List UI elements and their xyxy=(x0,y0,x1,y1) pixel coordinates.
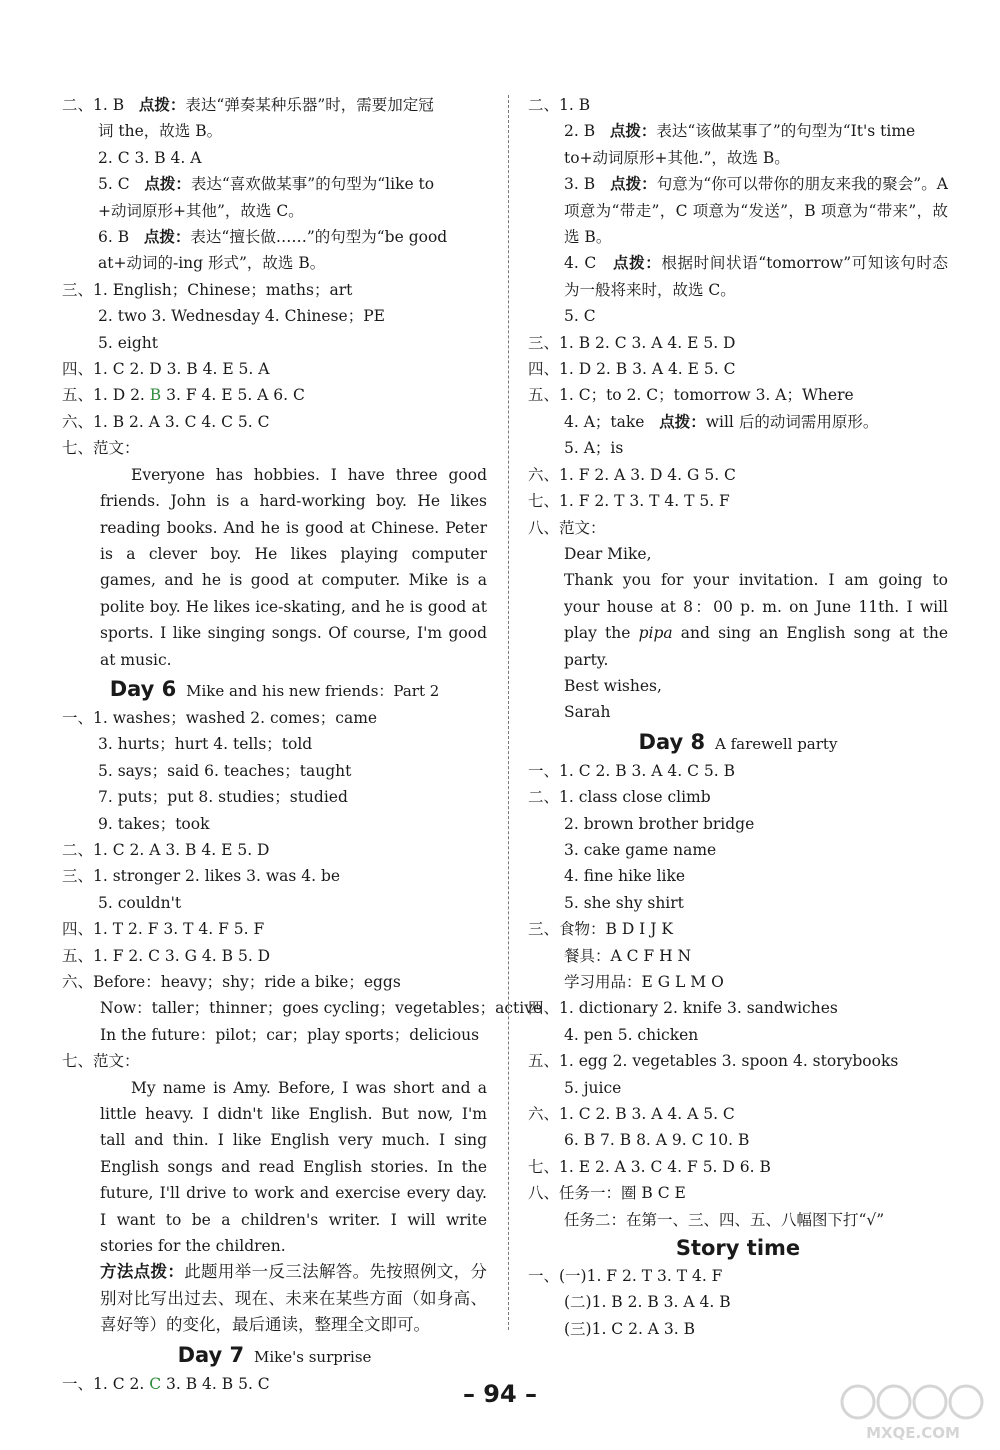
answer-line: 5. couldn't xyxy=(98,893,182,912)
answer-line: +动词原形+其他”，故选 C。 xyxy=(98,201,304,220)
answer-line: 八、任务一：圈 B C E xyxy=(528,1184,686,1203)
answer-line: 5. she shy shirt xyxy=(564,893,684,912)
answer-line: 4. pen 5. chicken xyxy=(564,1025,699,1044)
model-essay: Everyone has hobbies. I have three good friends. John is a hard-working boy. He likes reading books. And he is good at Chinese. Peter is a clever boy. He likes playing computer games, and he is good at computer. Mike is a polite boy. He likes ice-skating, and he is good at sports. I like singing songs. Of course, I'm good at music. xyxy=(100,465,487,669)
answer-line: 六、1. B 2. A 3. C 4. C 5. C xyxy=(62,412,270,431)
answer-line: 4. A；take 点拨：will 后的动词需用原形。 xyxy=(564,412,879,431)
answer-line: 2. B 点拨：表达“该做某事了”的句型为“It's time xyxy=(564,122,916,141)
letter-greeting: Dear Mike, xyxy=(564,544,652,563)
answer-line: 二、1. B 点拨：表达“弹奏某种乐器”时，需要加定冠 xyxy=(62,96,434,114)
answer-line: 三、1. B 2. C 3. A 4. E 5. D xyxy=(528,333,736,352)
answer-line: 一、1. washes；washed 2. comes；came xyxy=(62,708,378,727)
answer-line: 五、1. F 2. C 3. G 4. B 5. D xyxy=(62,946,271,965)
answer-line: 3. B 点拨：句意为“你可以带你的朋友来我的聚会”。A 项意为“带走”，C 项意为“发送”，B 项意为“带来”，故选 B。 xyxy=(564,175,948,247)
day-heading: Day 8 A farewell party xyxy=(638,729,838,754)
answer-line: 三、1. English；Chinese；maths；art xyxy=(62,280,353,299)
answer-line: (三)1. C 2. A 3. B xyxy=(564,1319,696,1338)
answer-line: 三、1. stronger 2. likes 3. was 4. be xyxy=(62,867,341,886)
answer-line: 5. juice xyxy=(564,1078,622,1097)
answer-line: 7. puts；put 8. studies；studied xyxy=(98,788,348,807)
letter-closing: Best wishes, xyxy=(564,676,662,695)
answer-line: 五、1. egg 2. vegetables 3. spoon 4. storybooks xyxy=(528,1052,899,1071)
story-time-heading: Story time xyxy=(675,1236,801,1261)
answer-line: 6. B 点拨：表达“擅长做……”的句型为“be good xyxy=(98,228,448,247)
answer-line: 2. C 3. B 4. A xyxy=(98,148,202,167)
answer-line: 四、1. T 2. F 3. T 4. F 5. F xyxy=(62,920,265,939)
letter-signature: Sarah xyxy=(564,703,611,722)
answer-line: 4. fine hike like xyxy=(564,867,686,886)
answer-line: 六、Before：heavy；shy；ride a bike；eggs xyxy=(62,973,401,991)
answer-line: 2. brown brother bridge xyxy=(564,814,755,833)
answer-line: 六、1. F 2. A 3. D 4. G 5. C xyxy=(528,465,736,484)
answer-line: 七、范文： xyxy=(62,439,140,458)
letter-body: Thank you for your invitation. I am going to your house at 8：00 p. m. on June 11th. I will play the pipa and sing an English song at the party. xyxy=(564,571,948,669)
answer-line: 餐具：A C F H N xyxy=(564,946,692,965)
answer-line: 五、1. D 2. B 3. F 4. E 5. A 6. C xyxy=(62,386,305,405)
day-heading: Day 6 Mike and his new friends：Part 2 xyxy=(109,676,440,701)
watermark-logo xyxy=(838,1380,988,1442)
svg-text:MXQE.COM: MXQE.COM xyxy=(866,1424,960,1442)
answer-line: 五、1. C；to 2. C；tomorrow 3. A；Where xyxy=(528,386,854,405)
model-essay: My name is Amy. Before, I was short and a little heavy. I didn't like English. But now, I'm tall and thin. I like English very much. I sing English songs and read English stories. In the future, I'll drive to work and exercise every day. I want to be a children's writer. I will write stories for the children. xyxy=(100,1078,487,1256)
answer-line: 二、1. C 2. A 3. B 4. E 5. D xyxy=(62,840,270,859)
answer-line: 3. hurts；hurt 4. tells；told xyxy=(98,735,313,754)
answer-line: 学习用品：E G L M O xyxy=(564,973,724,991)
answer-line: 一、1. C 2. B 3. A 4. C 5. B xyxy=(528,761,735,780)
answer-line: 2. two 3. Wednesday 4. Chinese；PE xyxy=(98,307,385,326)
day-heading: Day 7 Mike's surprise xyxy=(177,1342,372,1367)
answer-line: 4. C 点拨：根据时间状语“tomorrow”可知该句时态为一般将来时，故选 C。 xyxy=(564,254,948,299)
answer-line: 二、1. class close climb xyxy=(528,788,711,807)
answer-line: 四、1. C 2. D 3. B 4. E 5. A xyxy=(62,360,270,379)
answer-line: 5. C xyxy=(564,307,596,326)
right-column xyxy=(528,92,948,1342)
answer-line: 八、范文： xyxy=(528,518,606,537)
answer-line: 七、范文： xyxy=(62,1052,140,1071)
answer-line: 6. B 7. B 8. A 9. C 10. B xyxy=(564,1131,750,1150)
answer-line: at+动词的-ing 形式”，故选 B。 xyxy=(98,254,326,273)
answer-line: 四、1. D 2. B 3. A 4. E 5. C xyxy=(528,360,736,379)
answer-line: In the future：pilot；car；play sports；delicious xyxy=(100,1025,480,1044)
answer-line: 七、1. F 2. T 3. T 4. T 5. F xyxy=(528,492,730,511)
answer-line: 词 the，故选 B。 xyxy=(98,122,223,141)
page-number: – 94 – xyxy=(462,1380,538,1408)
answer-line: 9. takes；took xyxy=(98,814,210,833)
answer-line: 5. A；is xyxy=(564,439,624,458)
method-tip: 方法点拨：此题用举一反三法解答。先按照例文，分别对比写出过去、现在、未来在某些方面（如身高、喜好等）的变化，最后通读，整理全文即可。 xyxy=(100,1262,488,1335)
answer-line: 三、食物：B D I J K xyxy=(528,920,673,939)
answer-line: 5. says；said 6. teaches；taught xyxy=(98,761,352,780)
answer-line: 5. C 点拨：表达“喜欢做某事”的句型为“like to xyxy=(98,175,435,194)
answer-line: Now：taller；thinner；goes cycling；vegetables；active xyxy=(100,999,543,1018)
answer-line: 六、1. C 2. B 3. A 4. A 5. C xyxy=(528,1105,735,1124)
column-divider xyxy=(508,95,509,1330)
answer-line: 二、1. B xyxy=(528,96,591,114)
answer-line: 一、1. C 2. C 3. B 4. B 5. C xyxy=(62,1374,270,1393)
answer-line: (二)1. B 2. B 3. A 4. B xyxy=(564,1293,731,1312)
answer-line: to+动词原形+其他.”，故选 B。 xyxy=(564,148,790,167)
answer-line: 任务二：在第一、三、四、五、八幅图下打“√” xyxy=(564,1210,885,1229)
answer-line: 5. eight xyxy=(98,333,158,352)
answer-line: 一、(一)1. F 2. T 3. T 4. F xyxy=(528,1267,723,1286)
answer-line: 七、1. E 2. A 3. C 4. F 5. D 6. B xyxy=(528,1157,771,1176)
answer-line: 3. cake game name xyxy=(564,840,717,859)
answer-line: 四、1. dictionary 2. knife 3. sandwiches xyxy=(528,999,838,1018)
